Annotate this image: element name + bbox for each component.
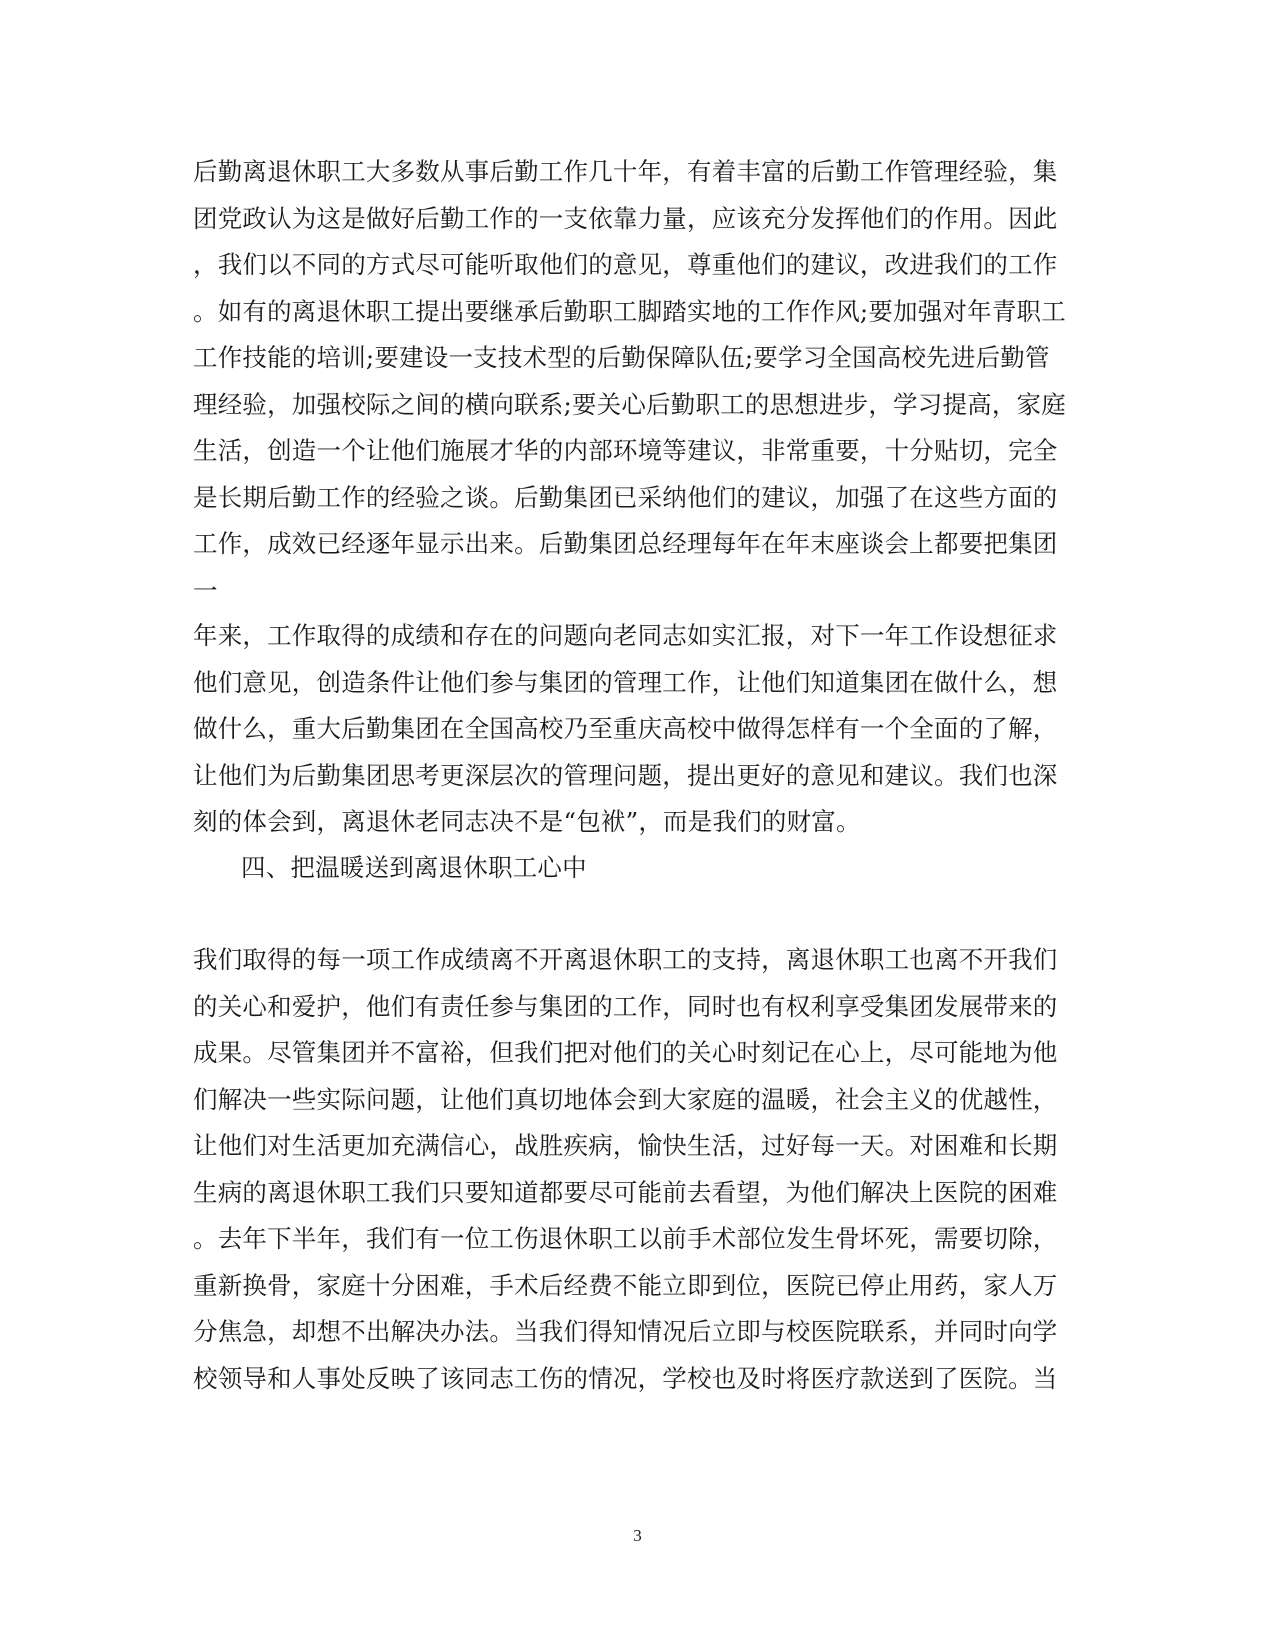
paragraph-line: 校领导和人事处反映了该同志工伤的情况，学校也及时将医疗款送到了医院。当 [193,1364,1058,1393]
section-heading: 四、把温暖送到离退休职工心中 [241,853,587,882]
page-number: 3 [633,1526,642,1545]
paragraph-line: 让他们为后勤集团思考更深层次的管理问题，提出更好的意见和建议。我们也深 [193,761,1058,790]
paragraph-line: 。去年下半年，我们有一位工伤退休职工以前手术部位发生骨坏死，需要切除， [193,1224,1058,1253]
paragraph-line: ，我们以不同的方式尽可能听取他们的意见，尊重他们的建议，改进我们的工作 [193,250,1058,279]
paragraph-line: 工作，成效已经逐年显示出来。后勤集团总经理每年在年末座谈会上都要把集团 [193,529,1058,558]
paragraph-line: 重新换骨，家庭十分困难，手术后经费不能立即到位，医院已停止用药，家人万 [193,1271,1058,1300]
paragraph-line: 分焦急，却想不出解决办法。当我们得知情况后立即与校医院联系，并同时向学 [193,1317,1058,1346]
paragraph-line: 做什么，重大后勤集团在全国高校乃至重庆高校中做得怎样有一个全面的了解， [193,714,1058,743]
paragraph-line: 年来，工作取得的成绩和存在的问题向老同志如实汇报，对下一年工作设想征求 [193,621,1058,650]
paragraph-line: 一 [193,576,218,605]
paragraph-line: 工作技能的培训;要建设一支技术型的后勤保障队伍;要学习全国高校先进后勤管 [193,343,1050,372]
paragraph-line: 我们取得的每一项工作成绩离不开离退休职工的支持，离退休职工也离不开我们 [193,945,1058,974]
paragraph-line: 。如有的离退休职工提出要继承后勤职工脚踏实地的工作作风;要加强对年青职工 [193,297,1066,326]
paragraph-line: 让他们对生活更加充满信心，战胜疾病，愉快生活，过好每一天。对困难和长期 [193,1131,1058,1160]
paragraph-line: 成果。尽管集团并不富裕，但我们把对他们的关心时刻记在心上，尽可能地为他 [193,1038,1058,1067]
paragraph-line: 刻的体会到，离退休老同志决不是“包袱”，而是我们的财富。 [193,807,861,836]
paragraph-line: 生病的离退休职工我们只要知道都要尽可能前去看望，为他们解决上医院的困难 [193,1178,1058,1207]
paragraph-line: 团党政认为这是做好后勤工作的一支依靠力量，应该充分发挥他们的作用。因此 [193,204,1058,233]
paragraph-line: 他们意见，创造条件让他们参与集团的管理工作，让他们知道集团在做什么，想 [193,668,1058,697]
paragraph-line: 后勤离退休职工大多数从事后勤工作几十年，有着丰富的后勤工作管理经验，集 [193,157,1058,186]
paragraph-line: 理经验，加强校际之间的横向联系;要关心后勤职工的思想进步，学习提高，家庭 [193,390,1066,419]
paragraph-line: 生活，创造一个让他们施展才华的内部环境等建议，非常重要，十分贴切，完全 [193,436,1058,465]
paragraph-line: 的关心和爱护，他们有责任参与集团的工作，同时也有权利享受集团发展带来的 [193,992,1058,1021]
paragraph-line: 们解决一些实际问题，让他们真切地体会到大家庭的温暖，社会主义的优越性， [193,1085,1058,1114]
paragraph-line: 是长期后勤工作的经验之谈。后勤集团已采纳他们的建议，加强了在这些方面的 [193,483,1058,512]
